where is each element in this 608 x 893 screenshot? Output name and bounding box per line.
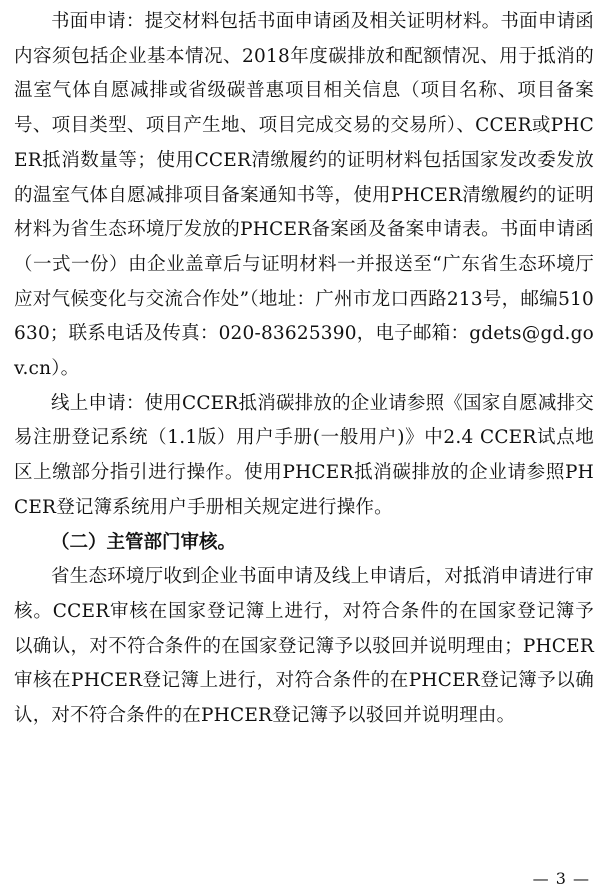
paragraph-online-application: 线上申请：使用CCER抵消碳排放的企业请参照《国家自愿减排交易注册登记系统（1.1版）用户手册(一般用户)》中2.4 CCER试点地区上缴部分指引进行操作。使用PHCER抵消碳排放的企业请参照PHCER登记簿系统用户手册相关规定进行操作。 <box>14 392 594 518</box>
paragraph-authority-review: 省生态环境厅收到企业书面申请及线上申请后，对抵消申请进行审核。CCER审核在国家登记簿上进行，对符合条件的在国家登记簿予以确认，对不符合条件的在国家登记簿予以驳回并说明理由；PHCER审核在PHCER登记簿上进行，对符合条件的在PHCER登记簿予以确认，对不符合条件的在PHCER登记簿予以驳回并说明理由。 <box>14 566 594 727</box>
section-heading-authority-review: （二）主管部门审核。 <box>51 531 237 553</box>
document-body <box>14 5 594 734</box>
paragraph-written-application: 书面申请：提交材料包括书面申请函及相关证明材料。书面申请函内容须包括企业基本情况、2018年度碳排放和配额情况、用于抵消的温室气体自愿减排或省级碳普惠项目相关信息（项目名称、项目备案号、项目类型、项目产生地、项目完成交易的交易所）、CCER或PHCER抵消数量等；使用CCER清缴履约的证明材料包括国家发改委发放的温室气体自愿减排项目备案通知书等，使用PHCER清缴履约的证明材料为省生态环境厅发放的PHCER备案函及备案申请表。书面申请函（一式一份）由企业盖章后与证明材料一并报送至“广东省生态环境厅应对气候变化与交流合作处”（地址：广州市龙口西路213号，邮编510630；联系电话及传真：020-83625390，电子邮箱：gdets@gd.gov.cn）。 <box>14 11 594 380</box>
page-number: — 3 — <box>532 869 590 888</box>
